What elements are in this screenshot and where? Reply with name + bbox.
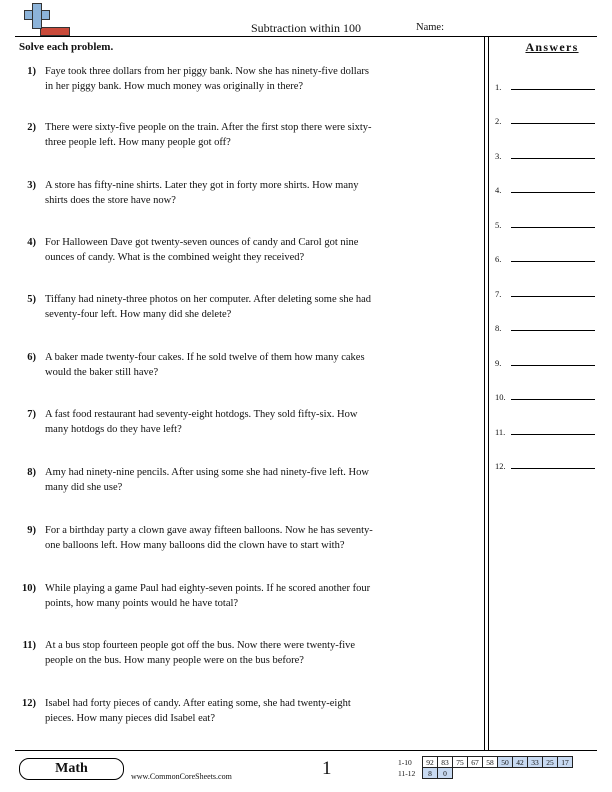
score-cell: 50 xyxy=(498,757,513,768)
answer-line-2[interactable] xyxy=(495,112,595,126)
answer-blank[interactable] xyxy=(511,330,595,331)
answer-line-4[interactable] xyxy=(495,181,595,195)
problem-text: At a bus stop fourteen people got off the bus. Now there were twenty-five people on the bus. How many people were on the bus before? xyxy=(45,640,356,666)
instructions: Solve each problem. xyxy=(19,41,114,53)
problem-number: 1) xyxy=(27,66,36,77)
answer-line-12[interactable] xyxy=(495,457,595,471)
worksheet-title: Subtraction within 100 xyxy=(251,21,361,35)
answer-line-8[interactable] xyxy=(495,319,595,333)
problem-number: 9) xyxy=(27,525,36,536)
problem-number: 12) xyxy=(22,698,36,709)
answer-number: 5. xyxy=(495,220,502,230)
answer-number: 7. xyxy=(495,289,502,299)
answer-line-7[interactable] xyxy=(495,285,595,299)
footer-rule xyxy=(15,750,597,751)
answer-line-1[interactable] xyxy=(495,78,595,92)
answer-blank[interactable] xyxy=(511,296,595,297)
answer-number: 3. xyxy=(495,151,502,161)
score-cell: 75 xyxy=(453,757,468,768)
problem-number: 3) xyxy=(27,180,36,191)
problem-number: 7) xyxy=(27,409,36,420)
column-divider-right xyxy=(488,36,489,750)
answer-blank[interactable] xyxy=(511,468,595,469)
answers-heading: Answers xyxy=(525,40,579,54)
answer-blank[interactable] xyxy=(511,192,595,193)
score-cell: 25 xyxy=(543,757,558,768)
answer-number: 2. xyxy=(495,116,502,126)
problem-number: 11) xyxy=(22,640,36,651)
score-cell: 83 xyxy=(438,757,453,768)
answer-blank[interactable] xyxy=(511,227,595,228)
score-cell: 0 xyxy=(438,768,453,779)
problem-text: Tiffany had ninety-three photos on her computer. After deleting some she had seventy-four left. How many did she delete? xyxy=(45,294,372,320)
website-link[interactable]: www.CommonCoreSheets.com xyxy=(131,772,232,781)
answer-blank[interactable] xyxy=(511,89,595,90)
subject-badge: Math xyxy=(19,758,124,780)
problem-number: 5) xyxy=(27,294,36,305)
problem-text: For a birthday party a clown gave away fifteen balloons. Now he has seventy-one balloons left. How many balloons did the clown have to start with? xyxy=(45,525,373,551)
answer-number: 1. xyxy=(495,82,502,92)
score-key-row-label: 1-10 xyxy=(398,757,412,767)
score-cell: 92 xyxy=(423,757,438,768)
answer-number: 8. xyxy=(495,323,502,333)
problem-text: Faye took three dollars from her piggy bank. Now she has ninety-five dollars in her piggy bank. How much money was originally in there? xyxy=(45,66,369,92)
problem-text: While playing a game Paul had eighty-seven points. If he scored another four points, how many points would he have total? xyxy=(45,583,371,609)
answer-number: 10. xyxy=(495,392,506,402)
score-cell: 33 xyxy=(528,757,543,768)
problem-number: 4) xyxy=(27,237,36,248)
header-rule xyxy=(15,36,597,37)
answer-blank[interactable] xyxy=(511,261,595,262)
answer-blank[interactable] xyxy=(511,365,595,366)
problem-text: A baker made twenty-four cakes. If he sold twelve of them how many cakes would the baker still have? xyxy=(45,352,365,378)
problem-number: 8) xyxy=(27,467,36,478)
answer-number: 12. xyxy=(495,461,506,471)
answer-line-3[interactable] xyxy=(495,147,595,161)
answer-number: 6. xyxy=(495,254,502,264)
problem-text: Isabel had forty pieces of candy. After eating some, she had twenty-eight pieces. How many pieces did Isabel eat? xyxy=(45,698,351,724)
score-cell: 58 xyxy=(483,757,498,768)
answer-blank[interactable] xyxy=(511,399,595,400)
column-divider-left xyxy=(484,36,485,750)
answer-number: 11. xyxy=(495,427,506,437)
score-key-row-label: 11-12 xyxy=(398,768,416,778)
problem-text: A fast food restaurant had seventy-eight hotdogs. They sold fifty-six. How many hotdogs do they have left? xyxy=(45,409,358,435)
answer-line-11[interactable] xyxy=(495,423,595,437)
answer-line-9[interactable] xyxy=(495,354,595,368)
answer-number: 4. xyxy=(495,185,502,195)
problem-text: For Halloween Dave got twenty-seven ounces of candy and Carol got nine ounces of candy. What is the combined weight they received? xyxy=(45,237,359,263)
problem-number: 2) xyxy=(27,122,36,133)
page-number: 1 xyxy=(322,758,332,779)
score-cell: 8 xyxy=(423,768,438,779)
score-cell: 17 xyxy=(558,757,573,768)
name-label: Name: xyxy=(416,22,444,33)
score-cell: 42 xyxy=(513,757,528,768)
answer-blank[interactable] xyxy=(511,434,595,435)
answer-number: 9. xyxy=(495,358,502,368)
score-cell: 67 xyxy=(468,757,483,768)
problem-text: There were sixty-five people on the train. After the first stop there were sixty-three people left. How many people got off? xyxy=(45,122,372,148)
answer-line-5[interactable] xyxy=(495,216,595,230)
problem-text: Amy had ninety-nine pencils. After using some she had ninety-five left. How many did she use? xyxy=(45,467,369,493)
answer-line-10[interactable] xyxy=(495,388,595,402)
problem-number: 6) xyxy=(27,352,36,363)
problem-text: A store has fifty-nine shirts. Later they got in forty more shirts. How many shirts does the store have now? xyxy=(45,180,359,206)
problem-number: 10) xyxy=(22,583,36,594)
answer-line-6[interactable] xyxy=(495,250,595,264)
score-key-table xyxy=(398,756,573,779)
answer-blank[interactable] xyxy=(511,123,595,124)
answer-blank[interactable] xyxy=(511,158,595,159)
